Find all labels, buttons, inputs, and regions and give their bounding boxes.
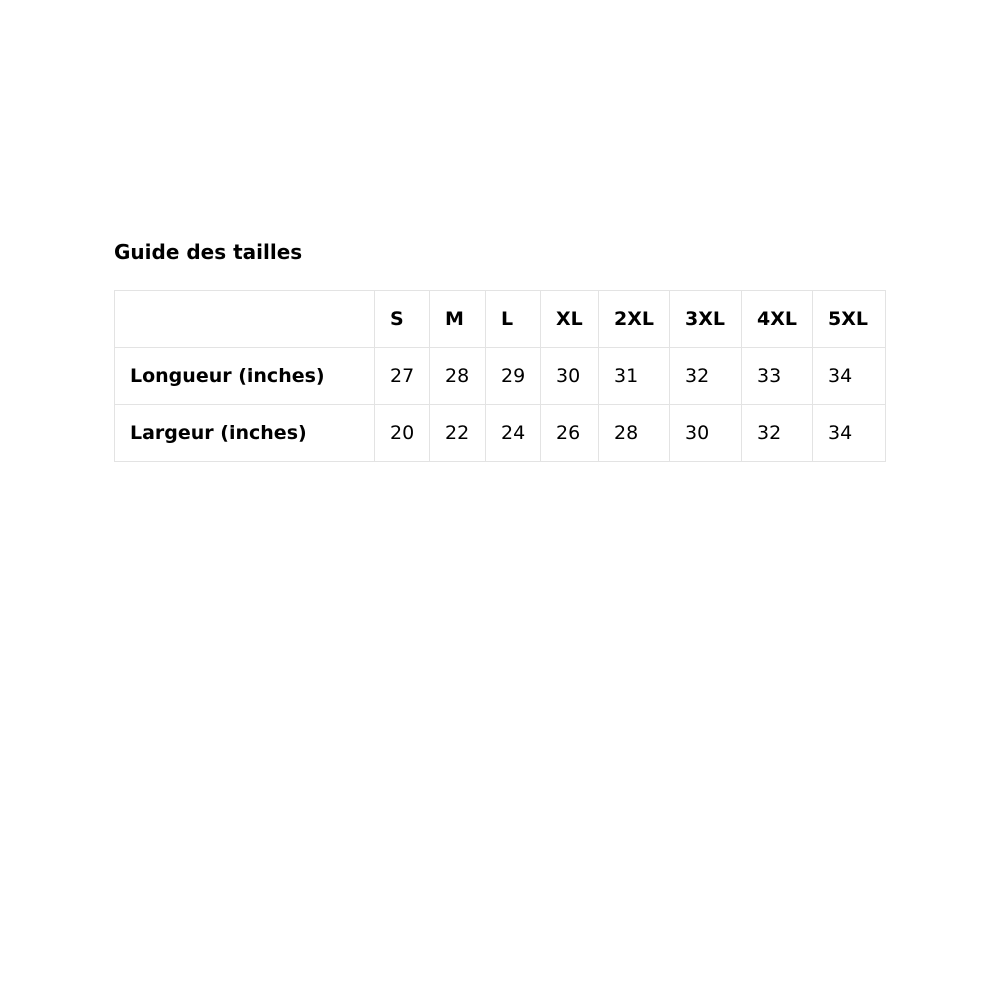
size-header-l: L: [486, 291, 541, 348]
length-m: 28: [430, 348, 486, 405]
length-5xl: 34: [813, 348, 886, 405]
length-4xl: 33: [742, 348, 813, 405]
length-2xl: 31: [599, 348, 670, 405]
size-header-xl: XL: [541, 291, 599, 348]
width-s: 20: [375, 405, 430, 462]
size-header-5xl: 5XL: [813, 291, 886, 348]
size-header-s: S: [375, 291, 430, 348]
size-header-4xl: 4XL: [742, 291, 813, 348]
width-l: 24: [486, 405, 541, 462]
width-3xl: 30: [670, 405, 742, 462]
length-xl: 30: [541, 348, 599, 405]
length-3xl: 32: [670, 348, 742, 405]
width-2xl: 28: [599, 405, 670, 462]
table-row-width: [115, 405, 886, 462]
length-l: 29: [486, 348, 541, 405]
corner-cell: [115, 291, 375, 348]
length-s: 27: [375, 348, 430, 405]
row-label-length: Longueur (inches): [115, 348, 375, 405]
size-guide-title: Guide des tailles: [114, 240, 303, 264]
size-guide: [114, 238, 885, 444]
width-5xl: 34: [813, 405, 886, 462]
table-row-length: [115, 348, 886, 405]
row-label-width: Largeur (inches): [115, 405, 375, 462]
size-header-3xl: 3XL: [670, 291, 742, 348]
size-header-row: [115, 291, 886, 348]
width-m: 22: [430, 405, 486, 462]
size-header-m: M: [430, 291, 486, 348]
size-header-2xl: 2XL: [599, 291, 670, 348]
width-xl: 26: [541, 405, 599, 462]
width-4xl: 32: [742, 405, 813, 462]
size-chart-table: [114, 290, 886, 462]
